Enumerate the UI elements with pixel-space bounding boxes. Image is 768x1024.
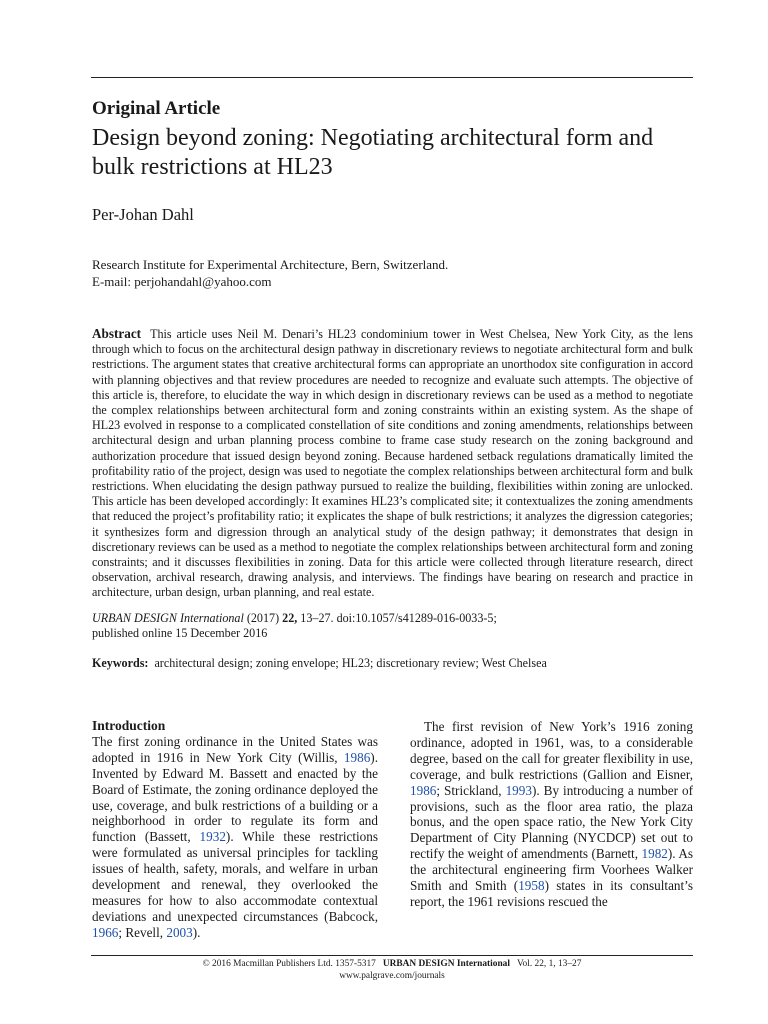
abstract (92, 326, 693, 601)
keywords-label: Keywords: (92, 656, 149, 670)
citation-published: published online 15 December 2016 (92, 626, 268, 641)
reference-link[interactable]: 1932 (199, 829, 226, 845)
page-footer (91, 958, 693, 982)
citation-pages-doi: 13–27. doi:10.1057/s41289-016-0033-5; (300, 611, 497, 625)
reference-link[interactable]: 1958 (518, 878, 545, 894)
body-column-left (92, 718, 378, 941)
reference-link[interactable]: 1986 (410, 782, 437, 798)
article-title: Design beyond zoning: Negotiating architectural form and bulk restrictions at HL23 (92, 125, 654, 180)
footer-journal: URBAN DESIGN International (382, 959, 510, 969)
reference-link[interactable]: 2003 (166, 924, 193, 940)
body-paragraph-2: The first revision of New York’s 1916 zoning ordinance, adopted in 1961, was, to a considerable degree, based on the call for greater flexibility in use, coverage, and bulk restrictions (Gallion and Eisner, 1986; Strickland, 1993). By introducing a number of provisions, such as the floor area ratio, the plaza bonus, and the open space ratio, the New York City Department of City Planning (NYCDCP) set out to rectify the weight of amendments (Barnett, 1982). As the architectural engineering firm Voorhees Walker Smith and Smith (1958) states in its consultant’s report, the 1961 revisions rescued the (410, 719, 694, 909)
footer-url[interactable]: www.palgrave.com/journals (339, 971, 445, 981)
article-type-label: Original Article (92, 98, 221, 119)
affiliation-block (92, 256, 692, 290)
section-heading-introduction: Introduction (92, 718, 166, 733)
footer-copyright: © 2016 Macmillan Publishers Ltd. 1357-5317 (202, 959, 376, 969)
footer-volume: Vol. 22, 1, 13–27 (517, 959, 582, 969)
reference-link[interactable]: 1986 (343, 749, 371, 765)
reference-link[interactable]: 1966 (92, 924, 119, 940)
citation-volume: 22, (282, 611, 298, 625)
footer-rule (91, 955, 693, 956)
keywords-text: architectural design; zoning envelope; HL23; discretionary review; West Chelsea (154, 656, 547, 670)
abstract-heading: Abstract (92, 326, 142, 341)
citation (92, 611, 693, 641)
citation-year: (2017) (246, 611, 280, 625)
abstract-text: This article uses Neil M. Denari’s HL23 condominium tower in West Chelsea, New York City, as the lens through which to focus on the architectural design pathway in discretionary reviews to negotiate architectural form and bulk restrictions. The argument states that creative architectural forms can appropriate an unorthodox site configuration in accord with planning objectives and that review procedures are needed to recognize and evaluate such attempts. The objective of this article is, therefore, to elucidate the way in which design in discretionary reviews can be used as a method to negotiate the complex relationships between architectural form and zoning constraints within an existing system. As the shape of HL23 evolved in response to a complicated constellation of site conditions and zoning amendments, relationships between architectural design and urban planning process combine to frame case study research on the zoning background and authorization procedure that issued design beyond zoning. Because hardened setback regulations dramatically limited the profitability ratio of the project, design was used to negotiate the complex relationships between architectural form and bulk restrictions. When elucidating the design pathway pursued to realize the building, flexibilities within zoning are unlocked. This article has been developed accordingly: It examines HL23’s complicated site; it contextualizes the zoning amendments that reduced the project’s profitability ratio; it explicates the shape of bulk restrictions; it analyzes the digression categories; it synthesizes form and digression through an analytical study of the design pathway; it demonstrates that design in discretionary reviews can be used as a method to negotiate the complex relationships between architectural form and zoning constraints; and it discusses flexibilities in zoning. Data for this article were collected through literature research, direct observation, archival research, drawing analysis, and interviews. The findings have bearing on research and practice in architecture, urban design, urban planning, and real estate. (92, 327, 693, 600)
author-email: E-mail: perjohandahl@yahoo.com (92, 274, 272, 289)
author-name: Per-Johan Dahl (92, 205, 194, 224)
reference-link[interactable]: 1982 (641, 846, 668, 862)
reference-link[interactable]: 1993 (505, 782, 532, 798)
body-column-right (410, 719, 693, 910)
affiliation: Research Institute for Experimental Architecture, Bern, Switzerland. (92, 257, 449, 272)
top-rule (91, 77, 693, 78)
keywords (92, 656, 693, 671)
citation-journal: URBAN DESIGN International (92, 611, 244, 625)
body-paragraph-1: The first zoning ordinance in the United States was adopted in 1916 in New York City (Willis, 1986). Invented by Edward M. Bassett and enacted by the Board of Estimate, the zoning ordinance deployed the use, coverage, and bulk restrictions of a building or a neighborhood in order to regulate its form and function (Bassett, 1932). While these restrictions were formulated as universal principles for tackling issues of health, safety, morals, and welfare in urban development and renewal, they overlooked the measures for how to also accommodate contextual deviations and unexpected circumstances (Babcock, 1966; Revell, 2003). (92, 733, 378, 940)
